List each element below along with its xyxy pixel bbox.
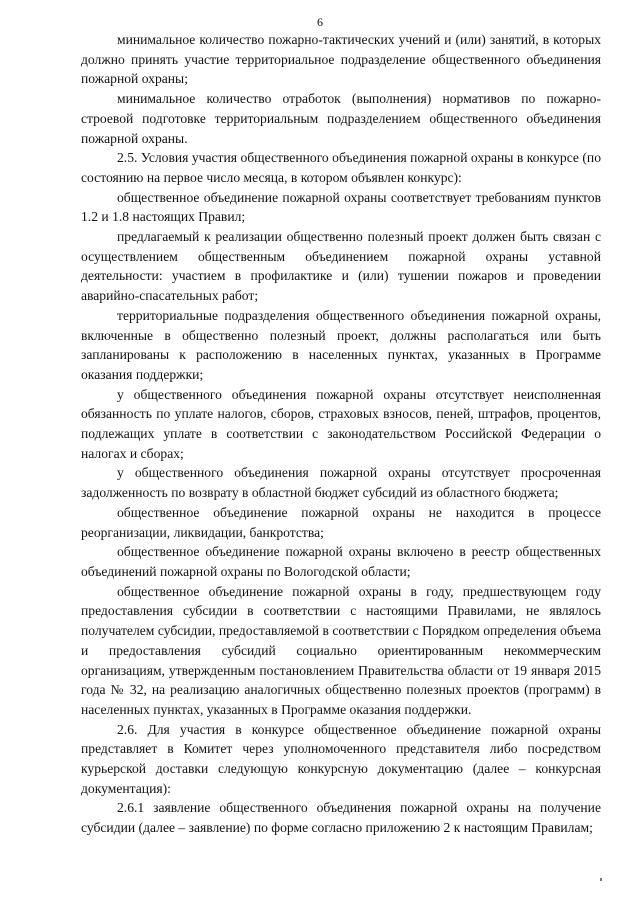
- paragraph: 2.6.1 заявление общественного объединения пожарной охраны на получение субсидии (далее – заявление) по форме согласно приложению 2 к настоящим Правилам;: [81, 800, 601, 836]
- document-body: [81, 30, 601, 838]
- paragraph: 2.5. Условия участия общественного объединения пожарной охраны в конкурсе (по состоянию на первое число месяца, в котором объявлен конкурс):: [81, 150, 601, 185]
- page-number: 6: [317, 15, 323, 29]
- paragraph: территориальные подразделения общественного объединения пожарной охраны, включенные в общественно полезный проект, должны располагаться или быть запланированы к расположению в населенных пунктах, указанных в Программе оказания поддержки;: [81, 307, 601, 382]
- scan-speck: [600, 878, 602, 881]
- paragraph: предлагаемый к реализации общественно полезный проект должен быть связан с осуществлением общественным объединением пожарной охраны уставной деятельности: участием в профилактике и (или) тушении пожаров и проведении аварийно-спасательных работ;: [81, 229, 601, 304]
- paragraph: у общественного объединения пожарной охраны отсутствует просроченная задолженность по возврату в областной бюджет субсидий из областного бюджета;: [81, 465, 601, 501]
- paragraph: минимальное количество пожарно-тактических учений и (или) занятий, в которых должно принять участие территориальное подразделение общественного объединения пожарной охраны;: [81, 32, 601, 87]
- paragraph: общественное объединение пожарной охраны в году, предшествующем году предоставления субсидии в соответствии с настоящими Правилами, не являлось получателем субсидии, предоставляемой в соответствии с Порядком определения объема и предоставления субсидий социально ориентированным некоммерческим организациям, утвержденным постановлением Правительства области от 19 января 2015 года № 32, на реализацию аналогичных общественно полезных проектов (программ) в населенных пунктах, указанных в Программе оказания поддержки.: [81, 583, 601, 717]
- paragraph: общественное объединение пожарной охраны включено в реестр общественных объединений пожарной охраны по Вологодской области;: [81, 544, 601, 579]
- paragraph: общественное объединение пожарной охраны не находится в процессе реорганизации, ликвидации, банкротства;: [81, 504, 601, 540]
- paragraph: 2.6. Для участия в конкурсе общественное объединение пожарной охраны представляет в Комитет через уполномоченного представителя либо посредством курьерской доставки следующую конкурсную документацию (далее – конкурсная документация):: [81, 721, 601, 796]
- paragraph: минимальное количество отработок (выполнения) нормативов по пожарно-строевой подготовке территориальным подразделением общественного объединения пожарной охраны.: [81, 91, 601, 146]
- paragraph: у общественного объединения пожарной охраны отсутствует неисполненная обязанность по уплате налогов, сборов, страховых взносов, пеней, штрафов, процентов, подлежащих уплате в соответствии с законодательством Российской Федерации о налогах и сборах;: [81, 386, 601, 461]
- paragraph: общественное объединение пожарной охраны соответствует требованиям пунктов 1.2 и 1.8 настоящих Правил;: [81, 189, 601, 225]
